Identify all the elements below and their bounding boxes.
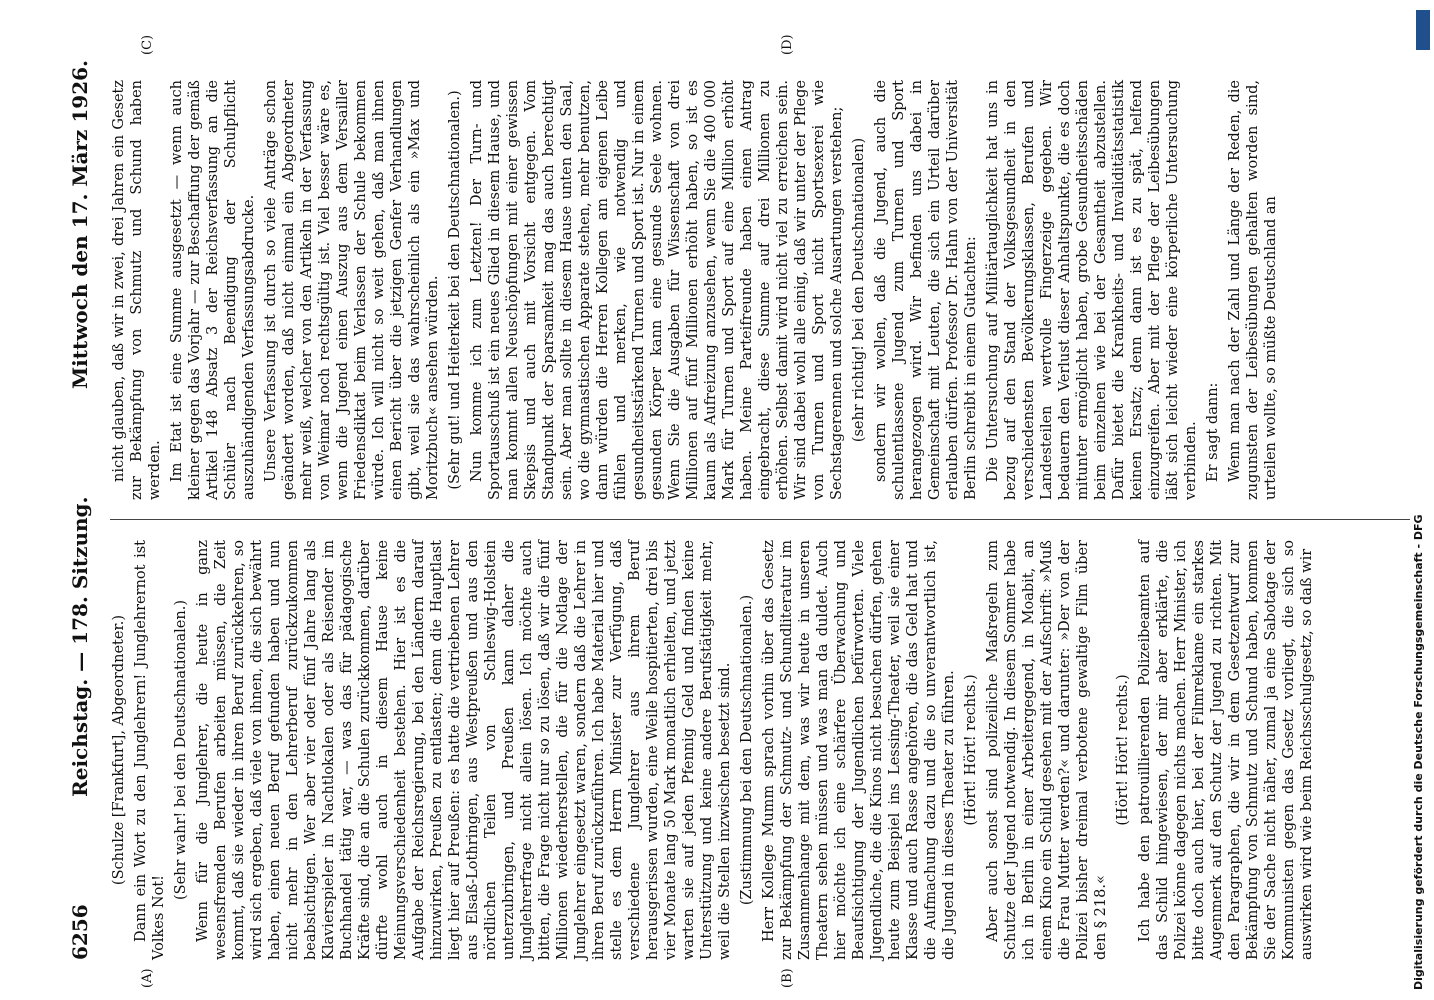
paragraph: Dann ein Wort zu den Junglehrern! Junglehrernot ist Volkes Not! — [133, 540, 167, 960]
paragraph: Er sagt dann: — [1205, 382, 1221, 482]
paragraph: nicht glauben, daß wir in zwei, drei Jahren ein Gesetz zur Bekämpfung von Schmutz und Schund haben werden. — [111, 80, 163, 500]
speaker-line: (Schulze [Frankfurt], Abgeordneter.) — [111, 614, 127, 886]
digitization-text: Digitalisierung gefördert durch die Deutsche Forschungsgemeinschaft - DFG — [1412, 514, 1425, 990]
rotated-sheet — [60, 34, 1420, 988]
right-column — [110, 80, 1284, 500]
paragraph: Im Etat ist eine Summe ausgesetzt — wenn auch kleiner gegen das Vorjahr — zur Beschaffung der gemäß Artikel 148 Absatz 3 der Reichsverfassung an die Schüler nach Beendigung der Schulpflicht auszuhändigenden Verfassungsabdrucke. — [169, 80, 257, 500]
session-date: Mittwoch den 17. März 1926. — [68, 60, 92, 390]
interjection: (Hört! Hört! rechts.) — [963, 674, 979, 826]
interjection: (Sehr gut! und Heiterkeit bei den Deutschnationalen.) — [447, 90, 463, 490]
margin-marker-c: (C) — [140, 34, 155, 55]
left-column — [110, 540, 1320, 960]
paragraph: Wenn für die Junglehrer, die heute in ganz wesensfremden Berufen arbeiten müssen, die Zeit kommt, daß sie wieder in ihren Beruf zurückkehren, so wird sich ergeben, daß viele von ihnen, die sich bewährt haben, einen neuen Beruf gefunden haben und nun nicht mehr in den Lehrerberuf zurückzukommen beabsichtigen. Wer aber vier oder fünf Jahre lang als Klavierspieler in Nachtlokalen oder als Reisender im Buchhandel tätig war, — was das für pädagogische Kräfte sind, die an die Schulen zurückkommen, darüber dürfte wohl auch in diesem Hause keine Meinungsverschiedenheit bestehen. Hier ist es die Aufgabe der Reichsregierung, bei den Ländern darauf hinzuwirken, Preußen zu entlasten; denn die Hauptlast liegt hier auf Preußen: es hatte die vertriebenen Lehrer aus Elsaß-Lothringen, aus Westpreußen und aus den nördlichen Teilen von Schleswig-Holstein unterzubringen, und Preußen kann daher die Junglehrerfrage nicht allein lösen. Ich möchte auch bitten, die Frage nicht nur so zu lösen, daß wir die fünf Millionen wiederherstellen, die für die Notlage der Junglehrer eingesetzt waren, sondern daß die Lehrer in ihren Beruf zurückzuführen. Ich habe Material hier und stelle es dem Herrn Minister zur Verfügung, daß verschiedene Junglehrer aus ihrem Beruf herausgerissen wurden, eine Weile hospitierten, drei bis vier Monate lang 50 Mark monatlich erhielten, und jetzt warten sie auf jeden Pfennig Geld und finden keine Unterstützung und keine andere Berufstätigkeit mehr, weil die Stellen inzwischen besetzt sind. — [195, 540, 733, 960]
quotation: Wenn man nach der Zahl und Länge der Reden, die zugunsten der Leibesübungen gehalten worden sind, urteilen wollte, so müßte Deutschland an — [1227, 80, 1279, 500]
paragraph: Aber auch sonst sind polizeiliche Maßregeln zum Schutze der Jugend notwendig. In diesem Sommer habe ich in Berlin in einer Arbeitergegend, in Moabit, an einem Kino ein Schild gesehen mit der Aufschrift: »Muß die Frau Mutter werden?« und darunter: »Der von der Polizei bisher dreimal verbotene gewaltige Film über den § 218.« — [985, 540, 1109, 960]
paragraph: sondern wir wollen, daß die Jugend, auch die schulentlassene Jugend zum Turnen und Sport herangezogen wird. Wir befinden uns dabei in Gemeinschaft mit Leuten, die sich ein Urteil darüber erlauben dürfen. Professor Dr. Hahn von der Universität Berlin schreibt in einem Gutachten: — [873, 80, 979, 500]
page-header — [60, 60, 100, 960]
interjection: (Zustimmung bei den Deutschnationalen.) — [739, 594, 755, 906]
margin-marker-b: (B) — [780, 968, 795, 988]
paragraph: Nun komme ich zum Letzten! Der Turn- und Sportausschuß ist ein neues Glied in diesem Hause, und man kommt allen Neuschöpfungen mit einer gewissen Skepsis und auch mit Vorsicht entgegen. Vom Standpunkt der Sparsamkeit mag das auch berechtigt sein. Aber man sollte in diesem Hause unten den Saal, wo die gymnastischen Apparate stehen, mehr benutzen, dann würden die Herren Kollegen am eigenen Leibe fühlen und merken, wie notwendig und gesundheitsstärkend Turnen und Sport ist. Nur in einem gesunden Körper kann eine gesunde Seele wohnen. Wenn Sie die Ausgaben für Wissenschaft von drei Millionen auf fünf Millionen erhöht haben, so ist es kaum als Aufreizung anzusehen, wenn Sie die 400 000 Mark für Turnen und Sport auf eine Million erhöht haben. Meine Parteifreunde haben einen Antrag eingebracht, diese Summe auf drei Millionen zu erhöhen. Selbst damit wird nicht viel zu erreichen sein. Wir sind dabei wohl alle einig, daß wir unter der Pflege von Turnen und Sport nicht Sportsexerei wie Sechstagerennen und solche Ausartungen verstehen; — [469, 80, 845, 500]
session-title: Reichstag. — 178. Sitzung. — [68, 496, 92, 797]
interjection: (Sehr wahr! bei den Deutschnationalen.) — [173, 600, 189, 900]
page-number: 6256 — [68, 904, 92, 960]
digitization-note — [1412, 10, 1426, 990]
interjection: (Hört! Hört! rechts.) — [1115, 674, 1131, 826]
margin-marker-d: (D) — [780, 34, 795, 55]
paragraph: Herr Kollege Mumm sprach vorhin über das Gesetz zur Bekämpfung der Schmutz- und Schundliteratur im Zusammenhange mit dem, was wir heute in unseren Theatern sehen müssen und was man da duldet. Auch hier möchte ich eine schärfere Überwachung und Beaufsichtigung der Jugendlichen befürworten. Viele Jugendliche, die die Kinos nicht besuchen dürfen, gehen heute zum Beispiel ins Lessing-Theater, weil sie einer Klasse und auch Rasse angehören, die das Geld hat und die Aufmachung dazu und die so unverantwortlich ist, die Jugend in dieses Theater zu führen. — [761, 540, 957, 960]
column-divider — [110, 519, 1410, 520]
margin-marker-a: (A) — [140, 968, 155, 988]
paragraph: Unsere Verfassung ist durch so viele Anträge schon geändert worden, daß nicht einmal ein Abgeordneter mehr weiß, welcher von den Artikeln in der Verfassung von Weimar noch rechtsgültig ist. Viel besser wäre es, wenn die Jugend einen Auszug aus dem Versailler Friedensdiktat beim Verlassen der Schule bekommen würde. Ich will nicht so weit gehen, daß man ihnen einen Bericht über die jetzigen Genfer Verhandlungen gibt, weil sie das wahrscheinlich als ein »Max und Moritzbuch« ansehen würden. — [263, 80, 441, 500]
quotation: Die Untersuchung auf Militärtauglichkeit hat uns in bezug auf den Stand der Volksgesundheit in den verschiedensten Bevölkerungsklassen, Berufen und Landesteilen wertvolle Fingerzeige gegeben. Wir bedauern den Verlust dieser Anhaltspunkte, die es doch mitunter ermöglicht haben, grobe Gesundheitsschäden beim einzelnen wie bei der Gesamtheit abzustellen. Dafür bietet die Krankheits- und Invaliditätsstatistik keinen Ersatz; denn dann ist es zu spät, helfend einzugreifen. Aber mit der Pflege der Leibesübungen läßt sich leicht wieder eine körperliche Untersuchung verbinden. — [985, 80, 1199, 500]
interjection: (sehr richtig! bei den Deutschnationalen) — [851, 137, 867, 443]
paragraph: Ich habe den patrouillierenden Polizeibeamten auf das Schild hingewiesen, der mir aber erklärte, die Polizei könne dagegen nichts machen. Herr Minister, ich bitte doch auch hier, bei der Filmreklame ein starkes Augenmerk auf den Schutz der Jugend zu richten. Mit den Paragraphen, die wir in dem Gesetzentwurf zur Bekämpfung von Schmutz und Schund haben, kommen Sie der Sache nicht näher, zumal ja eine Sabotage der Kommunisten gegen das Gesetz vorliegt, die sich so auswirken wird wie beim Reichsschulgesetz, so daß wir — [1137, 540, 1315, 960]
